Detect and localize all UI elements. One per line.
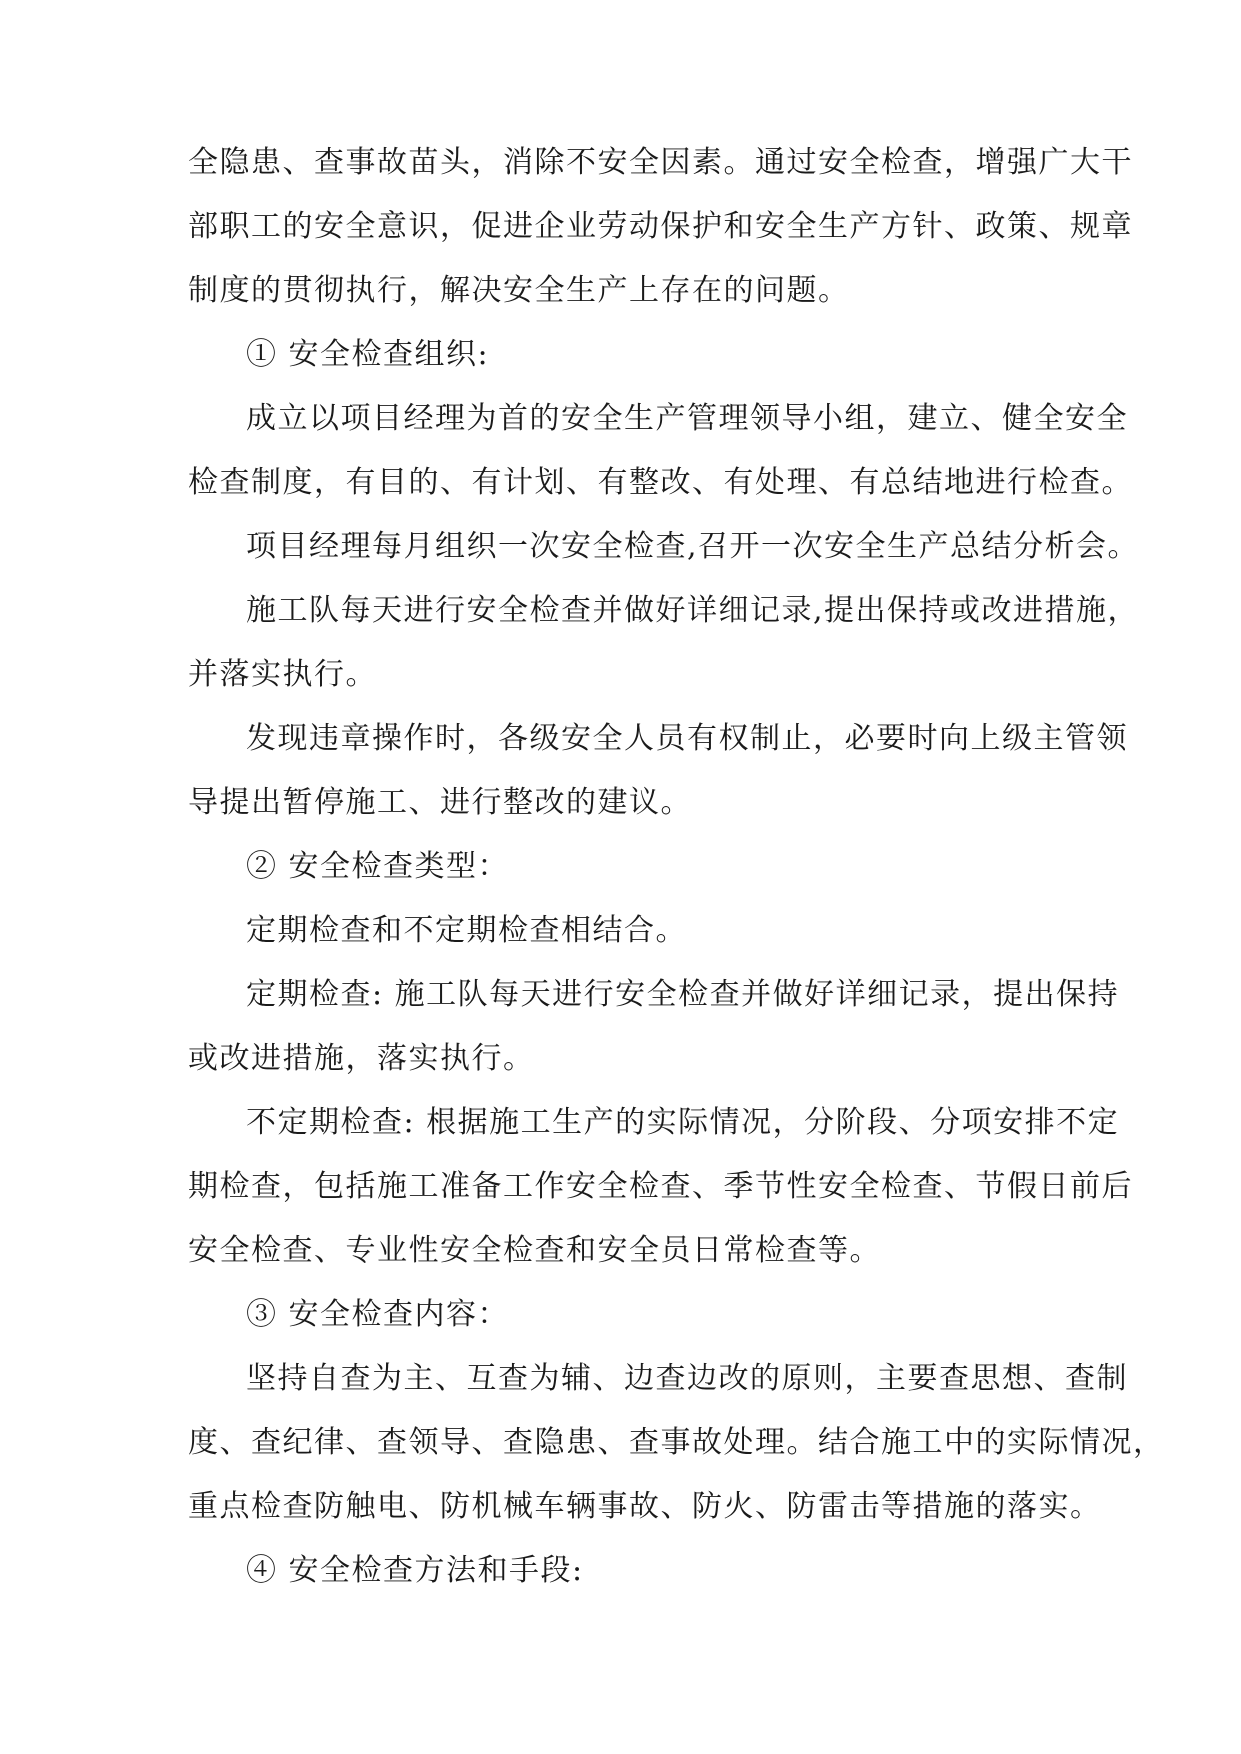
text-line: 制度的贯彻执行，解决安全生产上存在的问题。: [188, 273, 850, 308]
text-line: 全隐患、查事故苗头，消除不安全因素。通过安全检查，增强广大干: [188, 145, 1133, 180]
section-heading-1: ① 安全检查组织:: [246, 337, 490, 372]
text-line: 度、查纪律、查领导、查隐患、查事故处理。结合施工中的实际情况，: [188, 1425, 1165, 1460]
text-line: 或改进措施，落实执行。: [188, 1041, 535, 1076]
text-line: 发现违章操作时，各级安全人员有权制止，必要时向上级主管领: [246, 721, 1128, 756]
text-line: 并落实执行。: [188, 657, 377, 692]
section-heading-4: ④ 安全检查方法和手段:: [246, 1553, 584, 1588]
text-line: 不定期检查: 根据施工生产的实际情况，分阶段、分项安排不定: [246, 1105, 1120, 1140]
text-line: 安全检查、专业性安全检查和安全员日常检查等。: [188, 1233, 881, 1268]
text-line: 检查制度，有目的、有计划、有整改、有处理、有总结地进行检查。: [188, 465, 1133, 500]
section-heading-2: ② 安全检查类型：: [246, 849, 510, 884]
text-line: 定期检查和不定期检查相结合。: [246, 913, 687, 948]
text-line: 部职工的安全意识，促进企业劳动保护和安全生产方针、政策、规章: [188, 209, 1133, 244]
text-line: 施工队每天进行安全检查并做好详细记录,提出保持或改进措施，: [246, 593, 1140, 628]
text-line: 定期检查: 施工队每天进行安全检查并做好详细记录，提出保持: [246, 977, 1120, 1012]
text-line: 项目经理每月组织一次安全检查,召开一次安全生产总结分析会。: [246, 529, 1140, 564]
text-line: 坚持自查为主、互查为辅、边查边改的原则，主要查思想、查制: [246, 1361, 1128, 1396]
text-line: 导提出暂停施工、进行整改的建议。: [188, 785, 692, 820]
text-line: 重点检查防触电、防机械车辆事故、防火、防雷击等措施的落实。: [188, 1489, 1102, 1524]
text-line: 期检查，包括施工准备工作安全检查、季节性安全检查、节假日前后: [188, 1169, 1133, 1204]
text-line: 成立以项目经理为首的安全生产管理领导小组，建立、健全安全: [246, 401, 1128, 436]
section-heading-3: ③ 安全检查内容：: [246, 1297, 510, 1332]
